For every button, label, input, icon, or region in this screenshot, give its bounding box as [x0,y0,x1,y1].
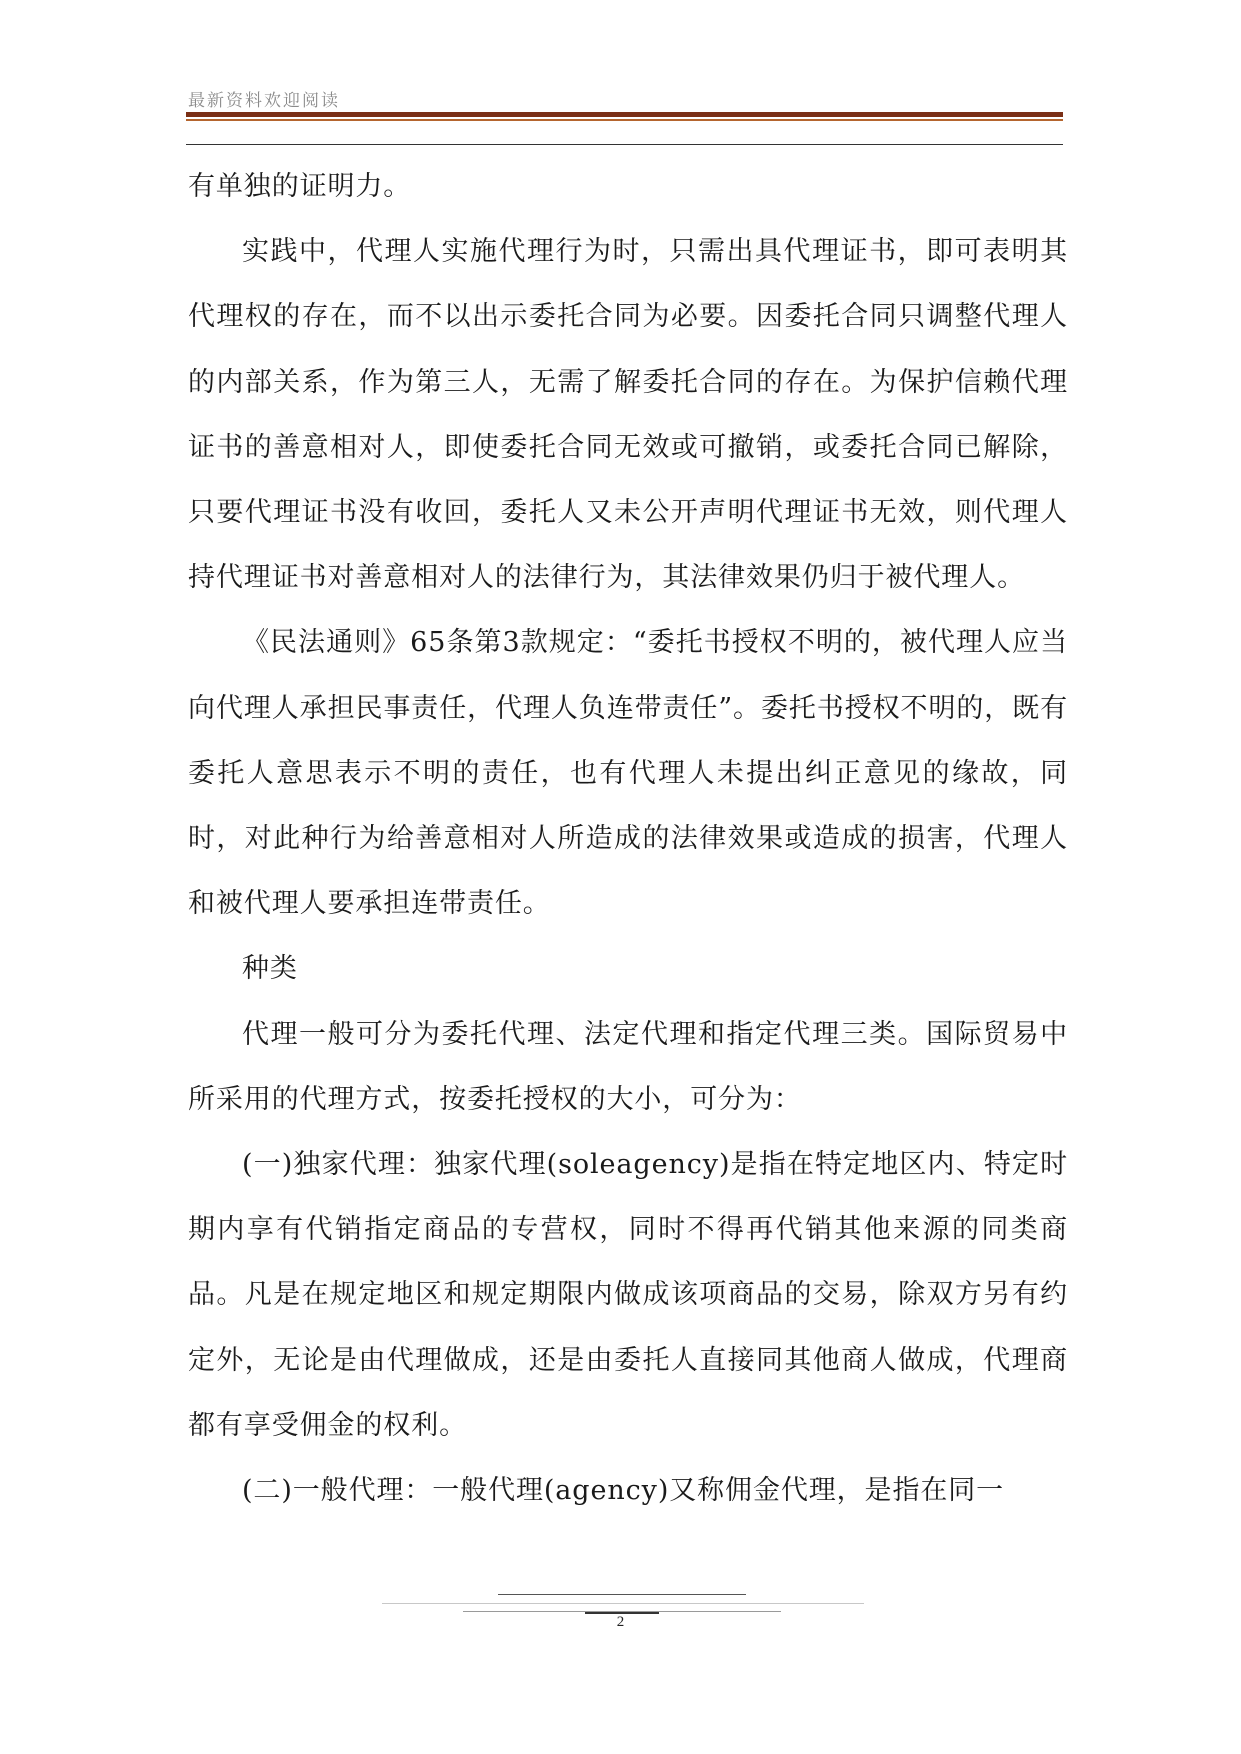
header-rule-accent [186,119,1063,121]
footer-rule-top [498,1594,746,1595]
paragraph-sole-agency: (一)独家代理：独家代理(soleagency)是指在特定地区内、特定时期内享有代销指定商品的专营权，同时不得再代销其他来源的同类商品。凡是在规定地区和规定期限内做成该项商品的交易，除双方另有约定外，无论是由代理做成，还是由委托人直接同其他商人做成，代理商都有享受佣金的权利。 [188,1149,1068,1441]
section-heading-types: 种类 [242,953,298,985]
header-rule-thick [186,112,1063,117]
paragraph-types-intro: 代理一般可分为委托代理、法定代理和指定代理三类。国际贸易中所采用的代理方式，按委托授权的大小，可分为： [188,1018,1068,1115]
page-number: 2 [616,1614,625,1630]
header-title: 最新资料欢迎阅读 [188,91,340,111]
paragraph-civil-law: 《民法通则》65条第3款规定：“委托书授权不明的，被代理人应当向代理人承担民事责任，代理人负连带责任”。委托书授权不明的，既有委托人意思表示不明的责任，也有代理人未提出纠正意见的缘故，同时，对此种行为给善意相对人所造成的法律效果或造成的损害，代理人和被代理人要承担连带责任。 [188,627,1068,920]
paragraph-continuation: 有单独的证明力。 [188,171,412,202]
footer-rule-wide [382,1603,864,1604]
paragraph-practice: 实践中，代理人实施代理行为时，只需出具代理证书，即可表明其代理权的存在，而不以出示委托合同为必要。因委托合同只调整代理人的内部关系，作为第三人，无需了解委托合同的存在。为保护信赖代理证书的善意相对人，即使委托合同无效或可撤销，或委托合同已解除，只要代理证书没有收回，委托人又未公开声明代理证书无效，则代理人持代理证书对善意相对人的法律行为，其法律效果仍归于被代理人。 [188,236,1068,594]
document-body [188,154,1068,1523]
paragraph-general-agency: (二)一般代理：一般代理(agency)又称佣金代理，是指在同一 [242,1475,1005,1507]
header-rule-thin [186,144,1063,145]
